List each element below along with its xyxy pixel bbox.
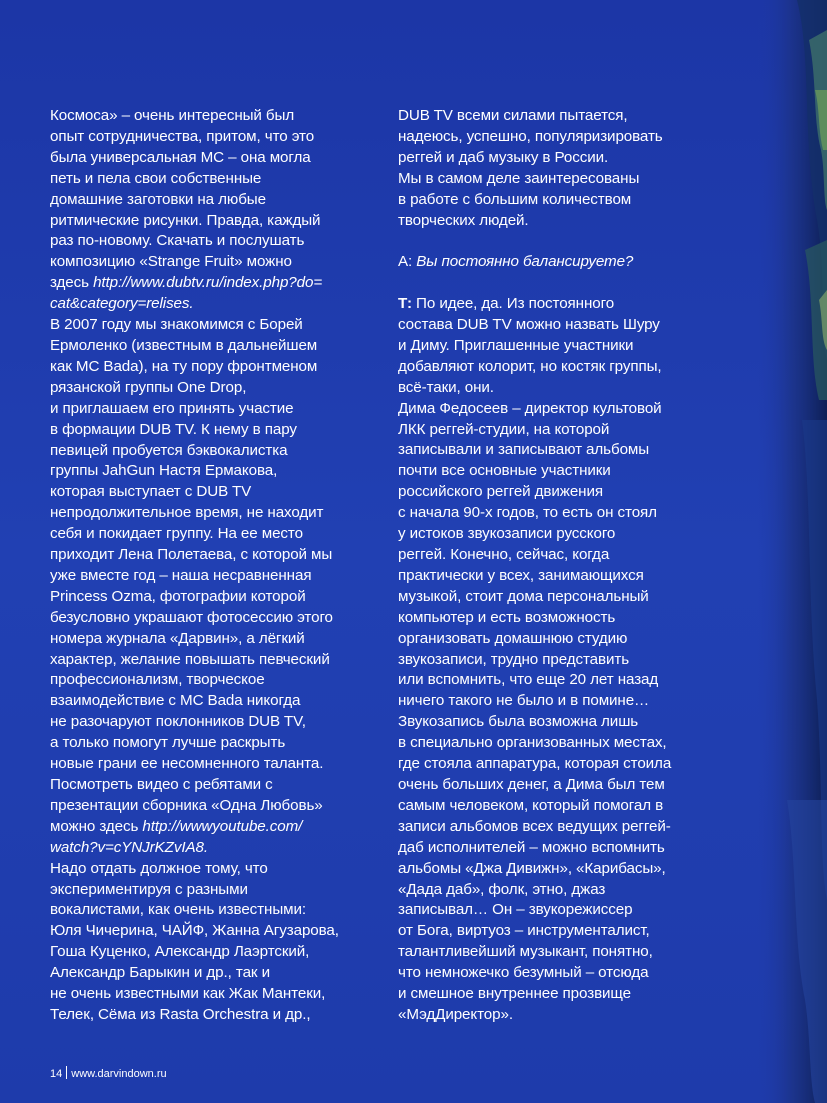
- text-line: раз по-новому. Скачать и послушать: [50, 232, 305, 250]
- footer-site[interactable]: www.darvindown.ru: [71, 1068, 167, 1080]
- dubtv-link[interactable]: http://www.dubtv.ru/index.php?do=: [93, 274, 323, 292]
- text-line: себя и покидает группу. На ее место: [50, 525, 303, 543]
- text-line: с начала 90-х годов, то есть он стоял: [398, 504, 657, 522]
- text-line: презентации сборника «Одна Любовь»: [50, 796, 323, 814]
- text-line: от Бога, виртуоз – инструменталист,: [398, 922, 650, 940]
- edge-painting-decoration: [757, 0, 827, 1103]
- text-line: и Диму. Приглашенные участники: [398, 336, 634, 354]
- text-line: реггей. Конечно, сейчас, когда: [398, 546, 610, 563]
- text-line: самым человеком, который помогал в: [398, 796, 664, 814]
- text-line: альбомы «Джа Дивижн», «Карибасы»,: [398, 859, 666, 877]
- text-line: ЛКК реггей-студии, на которой: [398, 420, 610, 438]
- text-line: рязанской группы One Drop,: [50, 378, 247, 396]
- text-line: у истоков звукозаписи русского: [398, 525, 616, 543]
- interview-question: А: Вы постоянно балансируете?: [398, 253, 634, 271]
- youtube-link-line-2: [50, 838, 370, 859]
- text-line: а только помогут лучше раскрыть: [50, 734, 286, 752]
- text-line: в формации DUB TV. К нему в пару: [50, 420, 297, 438]
- painting-strip-image: [757, 0, 827, 1103]
- page-footer: [50, 1066, 167, 1081]
- text-line: петь и пела свои собственные: [50, 169, 262, 187]
- text-line: музыкой, стоит дома персональный: [398, 587, 649, 605]
- youtube-link[interactable]: http://wwwyoutube.com/: [142, 817, 303, 835]
- text-line: Мы в самом деле заинтересованы: [398, 169, 640, 187]
- text-line: российского реггей движения: [398, 483, 603, 501]
- text-line: которая выступает с DUB TV: [50, 483, 252, 501]
- text-line: профессионализм, творческое: [50, 671, 265, 689]
- text-line: Посмотреть видео с ребятами с: [50, 776, 273, 793]
- text-line: Телек, Сёма из Rasta Orchestra и др.,: [50, 1005, 311, 1023]
- text-line: записывал… Он – звукорежиссер: [398, 901, 633, 919]
- text-line: экспериментируя с разными: [50, 880, 248, 898]
- text-line: творческих людей.: [398, 211, 529, 229]
- text-line: записи альбомов всех ведущих реггей-: [398, 817, 671, 835]
- text-line: и приглашаем его принять участие: [50, 399, 294, 417]
- text-line: композицию «Strange Fruit» можно: [50, 253, 292, 271]
- text-line: взаимодействие с МС Bada никогда: [50, 692, 301, 710]
- text-line: «МэдДиректор».: [398, 1005, 513, 1023]
- text-line: Надо отдать должное тому, что: [50, 859, 268, 877]
- text-line: почти все основные участники: [398, 462, 611, 480]
- text-line: Ермоленко (известным в дальнейшем: [50, 336, 318, 354]
- left-column-text-3: [50, 859, 370, 1026]
- right-column-text-2: [398, 315, 728, 1026]
- strange-fruit-link-line-2: [50, 294, 370, 315]
- paragraph-gap: [398, 273, 728, 294]
- text-line: компьютер и есть возможность: [398, 608, 616, 626]
- text-line: даб исполнителей – можно вспомнить: [398, 838, 665, 856]
- text-line: очень больших денег, а Дима был тем: [398, 775, 665, 793]
- text-line: приходит Лена Полетаева, с которой мы: [50, 546, 333, 564]
- left-column-text-2: [50, 315, 370, 817]
- youtube-link-cont[interactable]: watch?v=cYNJrKZvIA8.: [50, 838, 208, 856]
- text-line: вокалистами, как очень известными:: [50, 901, 306, 919]
- text-line: ничего такого не было и в помине…: [398, 692, 650, 710]
- text-line: группы JahGun Настя Ермакова,: [50, 462, 278, 480]
- text-line: всё-таки, они.: [398, 378, 494, 396]
- strange-fruit-link-line: здесь http://www.dubtv.ru/index.php?do=: [50, 274, 323, 292]
- text-line: уже вместе год – наша несравненная: [50, 566, 312, 584]
- text-line: практически у всех, занимающихся: [398, 566, 644, 584]
- text-line: добавляют колорит, но костяк группы,: [398, 357, 662, 375]
- left-column-text: [50, 106, 370, 273]
- text-line: не разочаруют поклонников DUB TV,: [50, 713, 306, 731]
- text-line: реггей и даб музыку в России.: [398, 148, 609, 166]
- text-line: домашние заготовки на любые: [50, 190, 266, 208]
- text-line: непродолжительное время, не находит: [50, 504, 324, 522]
- text-line: певицей пробуется бэквокалистка: [50, 441, 288, 459]
- text-line: DUB TV всеми силами пытается,: [398, 107, 628, 124]
- text-line: была универсальная МС – она могла: [50, 148, 311, 166]
- paragraph-gap: [398, 231, 728, 252]
- right-column-text: [398, 106, 728, 231]
- text-line: Гоша Куценко, Александр Лаэртский,: [50, 943, 310, 961]
- text-line: состава DUB TV можно назвать Шуру: [398, 316, 660, 334]
- text-line: или вспомнить, что еще 20 лет назад: [398, 671, 659, 689]
- text-line: и смешное внутреннее прозвище: [398, 985, 631, 1003]
- text-line: Дима Федосеев – директор культовой: [398, 399, 662, 417]
- text-line: новые грани ее несомненного таланта.: [50, 755, 324, 773]
- text-line: надеюсь, успешно, популяризировать: [398, 127, 663, 145]
- text-line: в работе с большим количеством: [398, 190, 632, 208]
- text-line: Princess Ozma, фотографии которой: [50, 587, 306, 605]
- text-line: опыт сотрудничества, притом, что это: [50, 127, 315, 145]
- text-line: как МС Bada), на ту пору фронтменом: [50, 357, 318, 375]
- text-line: где стояла аппаратура, которая стоила: [398, 755, 672, 773]
- text-line: в специально организованных местах,: [398, 734, 667, 752]
- text-line: номера журнала «Дарвин», а лёгкий: [50, 629, 305, 647]
- text-line: что немножечко безумный – отсюда: [398, 964, 649, 982]
- text-line: записывали и записывают альбомы: [398, 441, 650, 459]
- right-column: [398, 106, 728, 1026]
- text-line: не очень известными как Жак Мантеки,: [50, 985, 326, 1003]
- left-column: [50, 106, 370, 1026]
- text-line: характер, желание повышать певческий: [50, 650, 330, 668]
- text-line: Александр Барыкин и др., так и: [50, 964, 270, 982]
- youtube-link-line: можно здесь http://wwwyoutube.com/: [50, 817, 303, 835]
- text-line: Звукозапись была возможна лишь: [398, 713, 639, 731]
- page-number: 14: [50, 1068, 63, 1080]
- interview-answer-start: Т: По идее, да. Из постоянного: [398, 295, 615, 313]
- text-line: В 2007 году мы знакомимся с Борей: [50, 316, 303, 334]
- text-line: звукозаписи, трудно представить: [398, 650, 630, 668]
- text-line: талантливейший музыкант, понятно,: [398, 943, 653, 961]
- text-line: Юля Чичерина, ЧАЙФ, Жанна Агузарова,: [50, 922, 339, 940]
- footer-divider: [66, 1066, 67, 1079]
- text-line: «Дада даб», фолк, этно, джаз: [398, 880, 606, 898]
- text-line: организовать домашнюю студию: [398, 629, 628, 647]
- text-line: Космоса» – очень интересный был: [50, 107, 295, 124]
- dubtv-link-cont[interactable]: cat&category=relises.: [50, 295, 194, 313]
- text-line: ритмические рисунки. Правда, каждый: [50, 211, 321, 229]
- text-line: безусловно украшают фотосессию этого: [50, 608, 333, 626]
